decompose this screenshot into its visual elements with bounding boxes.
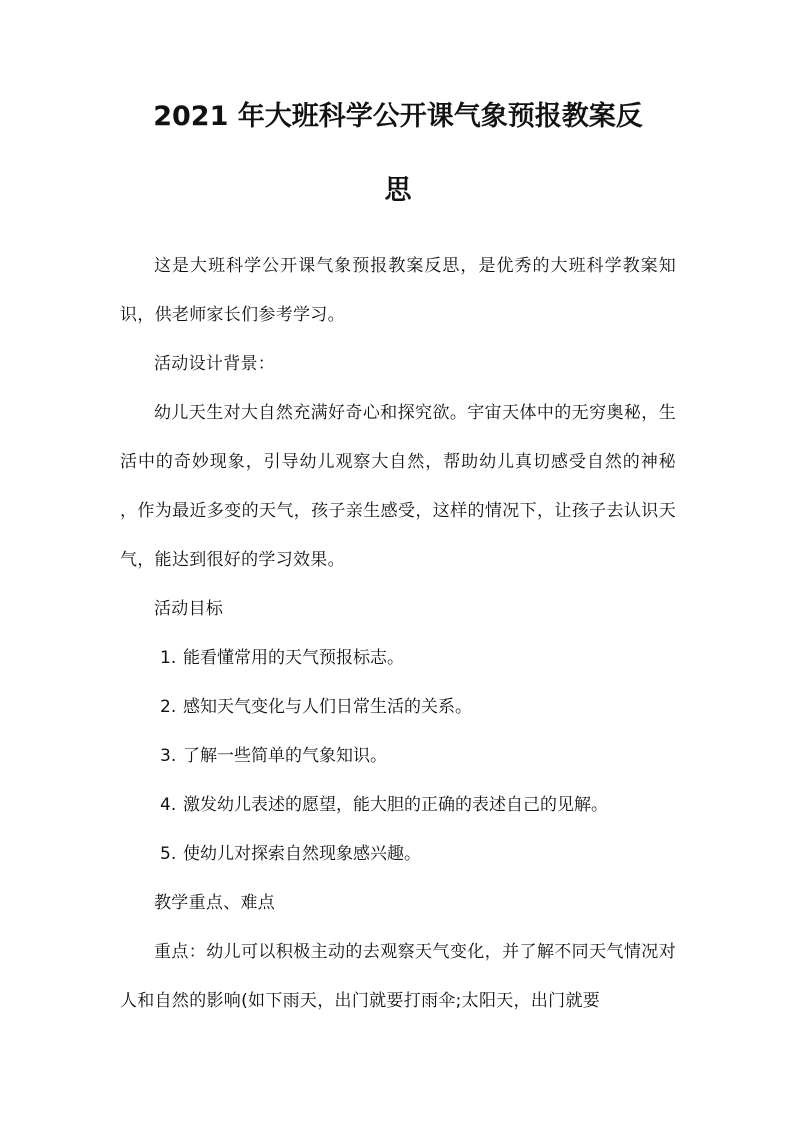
document-body xyxy=(120,242,676,1026)
background-paragraph: 幼儿天生对大自然充满好奇心和探究欲。宇宙天体中的无穷奥秘，生活中的奇妙现象，引导幼儿观察大自然，帮助幼儿真切感受自然的神秘 ，作为最近多变的天气，孩子亲生感受，这样的情况下，让孩子去认识天气，能达到很好的学习效果。 xyxy=(120,403,676,570)
goals-heading: 活动目标 xyxy=(154,599,224,619)
list-item-text: 能看懂常用的天气预报标志。 xyxy=(183,648,404,668)
document-title xyxy=(120,0,676,228)
list-item-text: 了解一些简单的气象知识。 xyxy=(183,746,387,766)
list-item xyxy=(120,732,676,781)
key-points-heading: 教学重点、难点 xyxy=(154,893,276,913)
list-item xyxy=(120,634,676,683)
key-points-paragraph: 重点：幼儿可以积极主动的去观察天气变化，并了解不同天气情况对人和自然的影响(如下雨天，出门就要打雨伞;太阳天，出门就要 xyxy=(120,942,676,1011)
list-item-text: 激发幼儿表述的愿望，能大胆的正确的表述自己的见解。 xyxy=(183,795,608,815)
title-line-1: 2021 年大班科学公开课气象预报教案反 xyxy=(153,101,643,132)
list-item xyxy=(120,683,676,732)
list-item xyxy=(120,781,676,830)
list-item-text: 感知天气变化与人们日常生活的关系。 xyxy=(183,697,472,717)
list-item xyxy=(120,830,676,879)
list-item-number: 2. xyxy=(160,697,177,717)
list-item-number: 4. xyxy=(160,795,177,815)
intro-paragraph: 这是大班科学公开课气象预报教案反思，是优秀的大班科学教案知识，供老师家长们参考学习。 xyxy=(120,256,676,325)
list-item-number: 5. xyxy=(160,844,177,864)
list-item-text: 使幼儿对探索自然现象感兴趣。 xyxy=(183,844,421,864)
goals-list xyxy=(120,634,676,879)
title-line-2: 思 xyxy=(384,175,412,206)
list-item-number: 3. xyxy=(160,746,177,766)
background-heading: 活动设计背景： xyxy=(154,354,276,374)
list-item-number: 1. xyxy=(160,648,177,668)
